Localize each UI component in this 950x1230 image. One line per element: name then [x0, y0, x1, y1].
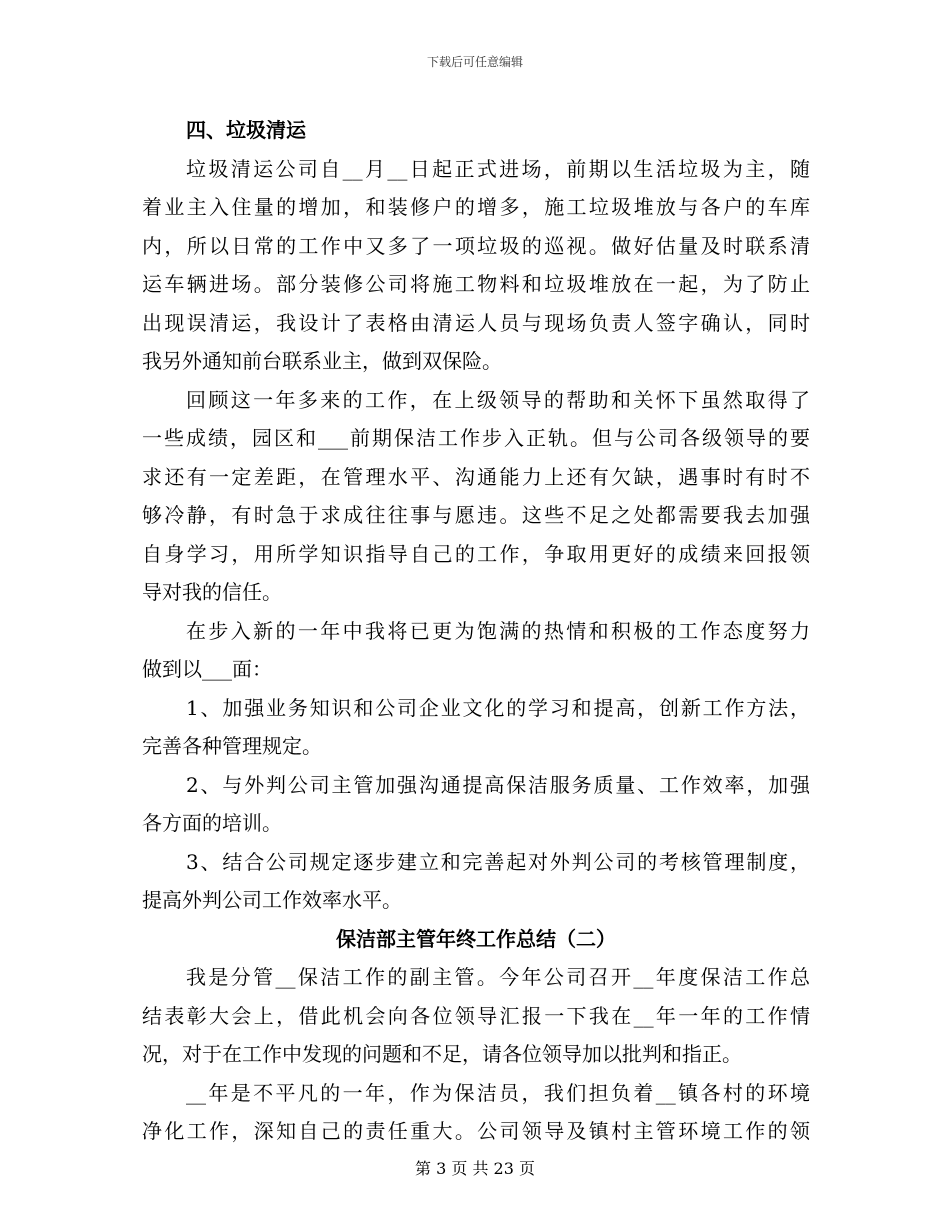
- paragraph-line: 着业主入住量的增加，和装修户的增多，施工垃圾堆放与各户的车库: [142, 195, 810, 219]
- paragraph-line: 净化工作，深知自己的责任重大。公司领导及镇村主管环境工作的领: [142, 1119, 810, 1143]
- paragraph-line: 结表彰大会上，借此机会向各位领导汇报一下我在__年一年的工作情: [142, 1003, 810, 1028]
- list-item-line: 2、与外判公司主管加强沟通提高保洁服务质量、工作效率，加强: [186, 772, 810, 797]
- paragraph-line: 在步入新的一年中我将已更为饱满的热情和积极的工作态度努力: [186, 618, 810, 643]
- list-item-line: 提高外判公司工作效率水平。: [142, 888, 402, 912]
- paragraph-line: 我另外通知前台联系业主，做到双保险。: [142, 349, 502, 373]
- paragraph-line: 出现误清运，我设计了表格由清运人员与现场负责人签字确认，同时: [142, 310, 810, 335]
- paragraph-line: 运车辆进场。部分装修公司将施工物料和垃圾堆放在一起，为了防止: [142, 272, 810, 296]
- section-title: 保洁部主管年终工作总结（二）: [336, 926, 616, 951]
- section-heading: 四、垃圾清运: [186, 118, 306, 142]
- list-item-line: 1、加强业务知识和公司企业文化的学习和提高，创新工作方法，: [186, 695, 810, 720]
- page-footer: 第 3 页 共 23 页: [415, 1159, 535, 1178]
- paragraph-line: 一些成绩，园区和___前期保洁工作步入正轨。但与公司各级领导的要: [142, 426, 810, 450]
- paragraph-line: 垃圾清运公司自__月__日起正式进场，前期以生活垃圾为主，随: [186, 156, 810, 181]
- paragraph-line: 我是分管__保洁工作的副主管。今年公司召开__年度保洁工作总: [186, 965, 810, 989]
- paragraph-line: 做到以___面：: [142, 657, 272, 681]
- paragraph-line: 求还有一定差距，在管理水平、沟通能力上还有欠缺，遇事时有时不: [142, 464, 810, 489]
- paragraph-line: __年是不平凡的一年，作为保洁员，我们担负着__镇各村的环境: [186, 1080, 810, 1105]
- page-header: 下载后可任意编辑: [426, 55, 523, 69]
- paragraph-line: 回顾这一年多来的工作，在上级领导的帮助和关怀下虽然取得了: [186, 387, 810, 412]
- paragraph-line: 够冷静，有时急于求成往往事与愿违。这些不足之处都需要我去加强: [142, 503, 810, 527]
- list-item-line: 各方面的培训。: [142, 811, 282, 835]
- paragraph-line: 内，所以日常的工作中又多了一项垃圾的巡视。做好估量及时联系清: [142, 233, 810, 258]
- paragraph-line: 自身学习，用所学知识指导自己的工作，争取用更好的成绩来回报领: [142, 541, 810, 566]
- document-body: [142, 111, 810, 1151]
- list-item-line: 3、结合公司规定逐步建立和完善起对外判公司的考核管理制度，: [186, 849, 810, 874]
- paragraph-line: 导对我的信任。: [142, 580, 282, 604]
- list-item-line: 完善各种管理规定。: [142, 734, 322, 758]
- paragraph-line: 况，对于在工作中发现的问题和不足，请各位领导加以批判和指正。: [142, 1042, 742, 1066]
